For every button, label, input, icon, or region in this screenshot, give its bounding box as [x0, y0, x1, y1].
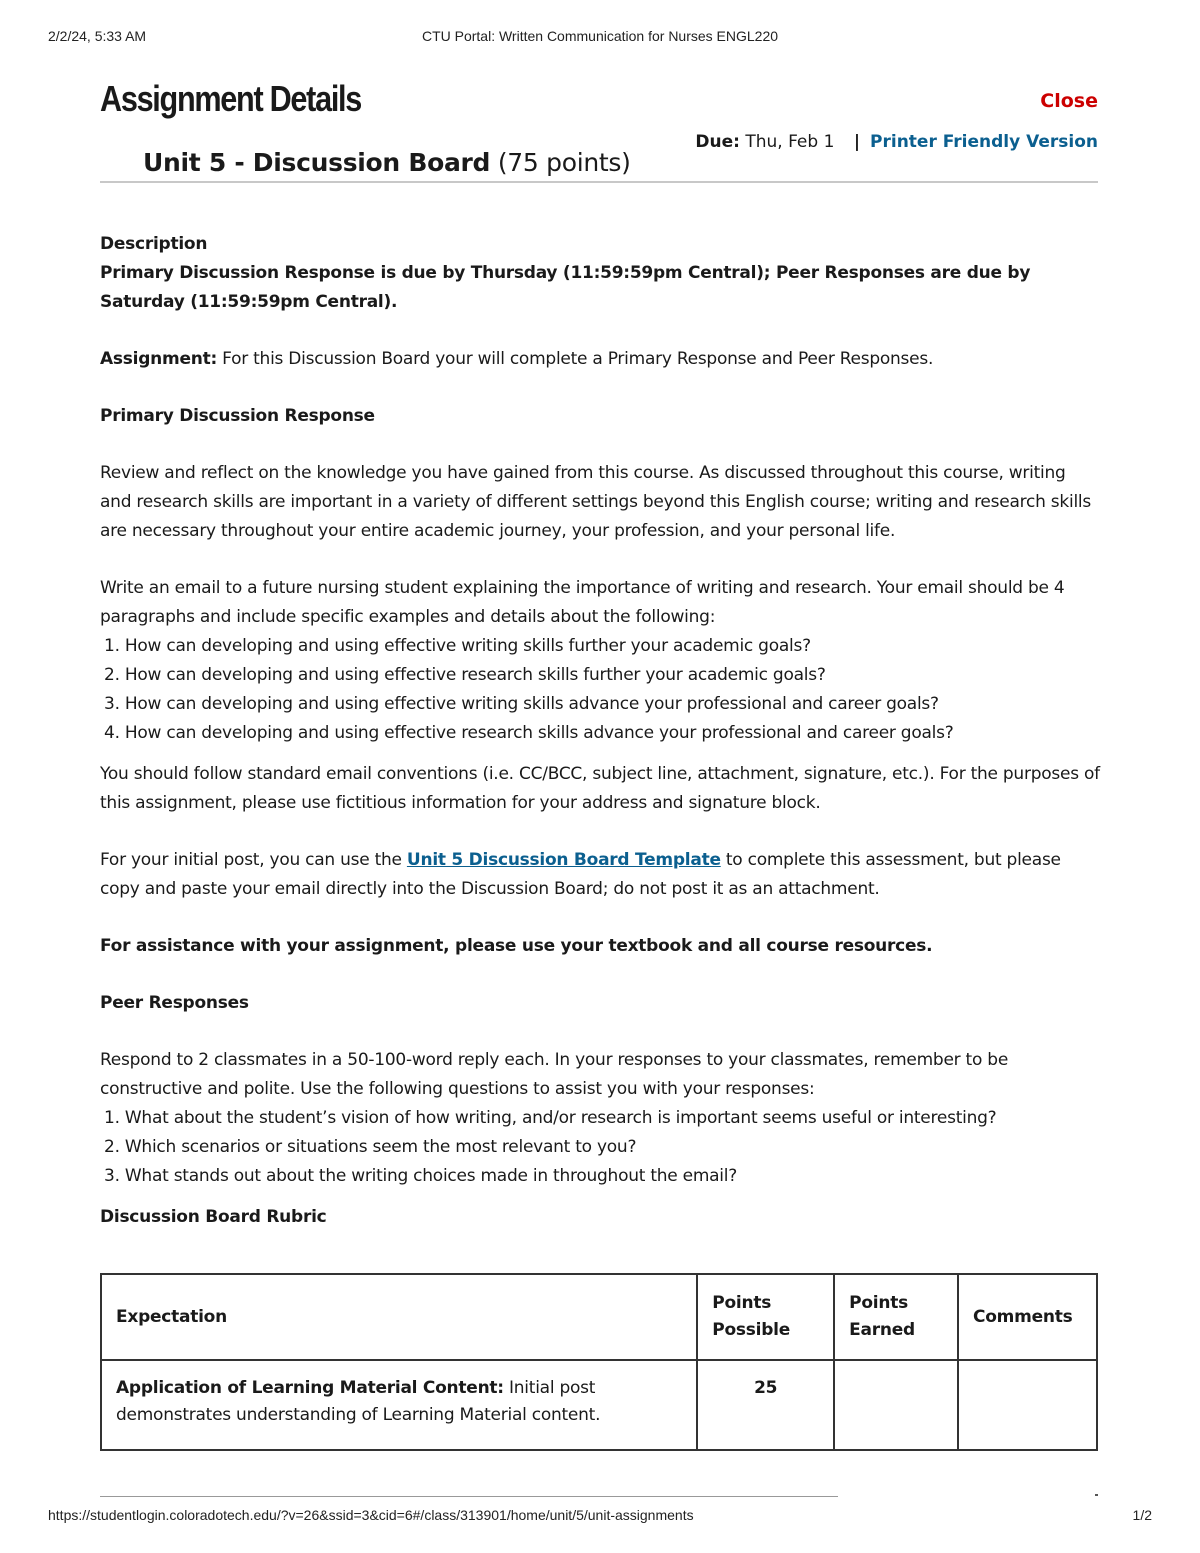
column-header-expectation: Expectation: [101, 1274, 697, 1360]
primary-heading: Primary Discussion Response: [100, 406, 375, 426]
due-note: Primary Discussion Response is due by Thursday (11:59:59pm Central); Peer Responses are due by Saturday (11:59:59pm Central).: [100, 263, 1031, 312]
rubric-table: [100, 1273, 1098, 1451]
table-row: [101, 1360, 1097, 1450]
initial-post-paragraph: [100, 846, 1100, 904]
expectation-text: Initial post demonstrates understanding of Learning Material content.: [116, 1378, 601, 1425]
list-item: 4. How can developing and using effective research skills advance your professional and career goals?: [104, 723, 954, 743]
assignment-label: Assignment:: [100, 349, 218, 369]
print-page-number: 1/2: [1132, 1507, 1152, 1523]
due-label: Due:: [695, 132, 740, 152]
primary-paragraph-2: Write an email to a future nursing student explaining the importance of writing and research. Your email should be 4 paragraphs and include specific examples and details about the following:: [100, 578, 1065, 627]
primary-paragraph-1: Review and reflect on the knowledge you have gained from this course. As discussed throughout this course, writing and research skills are important in a variety of different settings beyond this English course; writing and research skills are necessary throughout your entire academic journey, your profession, and your personal life.: [100, 463, 1091, 541]
list-item: 1. How can developing and using effective writing skills further your academic goals?: [104, 636, 811, 656]
assignment-title-points: (75 points): [497, 148, 631, 177]
due-date: Thu, Feb 1: [745, 132, 835, 152]
peer-heading: Peer Responses: [100, 993, 249, 1013]
conventions-paragraph: You should follow standard email conventions (i.e. CC/BCC, subject line, attachment, signature, etc.). For the purposes of this assignment, please use fictitious information for your address and signature block.: [100, 764, 1100, 813]
page-title: Assignment Details: [100, 78, 362, 119]
primary-questions-list: [100, 632, 1100, 748]
initial-post-pre: For your initial post, you can use the: [100, 850, 407, 870]
print-url: https://studentlogin.coloradotech.edu/?v=26&ssid=3&cid=6#/class/313901/home/unit/5/unit-assignments: [48, 1507, 694, 1523]
title-divider: [100, 181, 1098, 183]
assignment-title-name: Unit 5 - Discussion Board: [143, 148, 491, 177]
footer-mark: [1095, 1494, 1098, 1496]
assignment-paragraph: [100, 345, 1100, 374]
print-header: [48, 28, 1152, 48]
comments-cell: [958, 1360, 1097, 1450]
points-possible-cell: 25: [697, 1360, 834, 1450]
footer-divider: [100, 1496, 838, 1497]
print-datetime: 2/2/24, 5:33 AM: [48, 28, 147, 44]
list-item: 3. What stands out about the writing choices made in throughout the email?: [104, 1166, 738, 1186]
list-item: 1. What about the student’s vision of how writing, and/or research is important seems useful or interesting?: [104, 1108, 997, 1128]
list-item: 2. How can developing and using effective research skills further your academic goals?: [104, 665, 826, 685]
due-line: [695, 132, 1098, 152]
column-header-comments: Comments: [958, 1274, 1097, 1360]
initial-post-post: to complete this assessment, but please copy and paste your email directly into the Discussion Board; do not post it as an attachment.: [100, 850, 1061, 899]
expectation-label: Application of Learning Material Content:: [116, 1378, 504, 1398]
assignment-content: [100, 230, 1100, 1232]
list-item: 3. How can developing and using effective writing skills advance your professional and career goals?: [104, 694, 939, 714]
print-page-title: CTU Portal: Written Communication for Nurses ENGL220: [421, 28, 779, 44]
rubric-heading: Discussion Board Rubric: [100, 1207, 327, 1227]
print-footer: [48, 1507, 1152, 1527]
printer-friendly-link[interactable]: Printer Friendly Version: [870, 132, 1098, 152]
table-header-row: [101, 1274, 1097, 1360]
column-header-points-earned: Points Earned: [834, 1274, 958, 1360]
description-heading: Description: [100, 234, 208, 254]
column-header-points-possible: Points Possible: [697, 1274, 834, 1360]
peer-questions-list: [100, 1104, 1100, 1191]
assistance-note: For assistance with your assignment, please use your textbook and all course resources.: [100, 936, 933, 956]
points-earned-cell: [834, 1360, 958, 1450]
peer-paragraph: Respond to 2 classmates in a 50-100-word reply each. In your responses to your classmates, remember to be constructive and polite. Use the following questions to assist you with your responses:: [100, 1050, 1009, 1099]
list-item: 2. Which scenarios or situations seem the most relevant to you?: [104, 1137, 637, 1157]
template-link[interactable]: Unit 5 Discussion Board Template: [406, 850, 721, 870]
assignment-title: [143, 148, 631, 177]
assignment-text: For this Discussion Board your will complete a Primary Response and Peer Responses.: [217, 349, 934, 369]
expectation-cell: [101, 1360, 697, 1450]
due-separator: |: [853, 132, 861, 152]
close-button[interactable]: Close: [1040, 90, 1098, 112]
